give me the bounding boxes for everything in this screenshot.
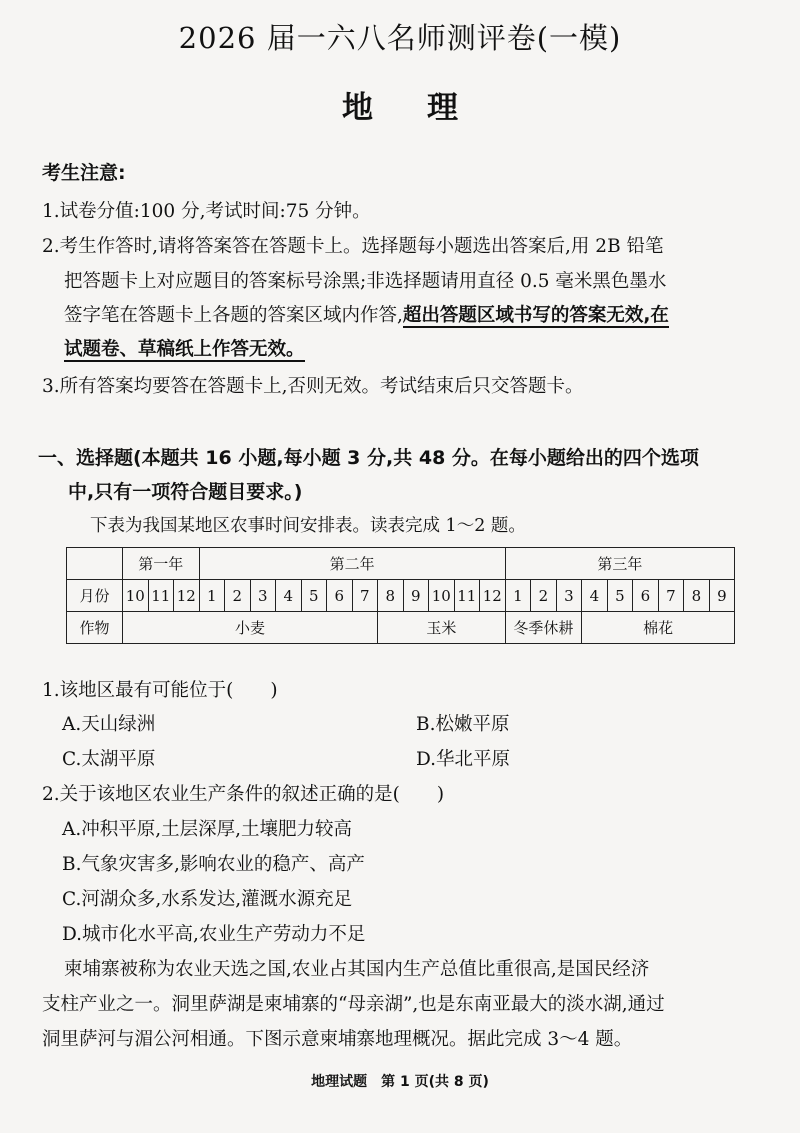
crop-cotton: 棉花	[582, 612, 735, 644]
notice-item-2-line	[64, 301, 669, 327]
year-2-header: 第二年	[199, 548, 505, 580]
notice-emphasis-text	[64, 335, 305, 361]
notice-item-2-line: 2.考生作答时,请将答案答在答题卡上。选择题每小题选出答案后,用 2B 铅笔	[42, 236, 664, 257]
notice-emphasis-text: 超出答题区域书写的答案无效,在	[402, 305, 669, 326]
crop-fallow: 冬季休耕	[505, 612, 582, 644]
month-cell: 5	[301, 580, 327, 612]
year-1-header: 第一年	[123, 548, 200, 580]
notice-plain-text: 签字笔在答题卡上各题的答案区域内作答,	[64, 305, 403, 326]
month-cell: 8	[684, 580, 710, 612]
month-cell: 10	[123, 580, 149, 612]
month-cell: 3	[556, 580, 582, 612]
notice-item-3: 3.所有答案均要答在答题卡上,否则无效。考试结束后只交答题卡。	[42, 376, 584, 397]
section-heading-line: 一、选择题(本题共 16 小题,每小题 3 分,共 48 分。在每小题给出的四个选项	[38, 447, 699, 469]
question-2-option-a: A.冲积平原,土层深厚,土壤肥力较高	[62, 819, 353, 840]
notice-item-2-line: 把答题卡上对应题目的答案标号涂黑;非选择题请用直径 0.5 毫米黑色墨水	[64, 271, 667, 292]
month-cell: 8	[378, 580, 404, 612]
month-cell: 5	[607, 580, 633, 612]
month-cell: 11	[148, 580, 174, 612]
notice-emphasis-underlined: 试题卷、草稿纸上作答无效。	[64, 339, 305, 360]
year-3-header: 第三年	[505, 548, 735, 580]
month-cell: 1	[505, 580, 531, 612]
notice-item-1: 1.试卷分值:100 分,考试时间:75 分钟。	[42, 201, 371, 222]
page-footer: 地理试题 第 1 页(共 8 页)	[311, 1074, 489, 1090]
passage-line: 洞里萨河与湄公河相通。下图示意柬埔寨地理概况。据此完成 3～4 题。	[42, 1029, 633, 1050]
month-cell: 9	[709, 580, 735, 612]
farming-schedule-table	[66, 547, 735, 644]
month-cell: 9	[403, 580, 429, 612]
notice-heading: 考生注意:	[42, 162, 126, 184]
table-row-crops	[67, 612, 735, 644]
crop-wheat: 小麦	[123, 612, 378, 644]
month-cell: 10	[429, 580, 455, 612]
section-heading-line: 中,只有一项符合题目要求。)	[68, 481, 303, 503]
question-2-option-b: B.气象灾害多,影响农业的稳产、高产	[62, 854, 365, 875]
month-cell: 6	[327, 580, 353, 612]
question-2-stem: 2.关于该地区农业生产条件的叙述正确的是( )	[42, 784, 445, 805]
passage-line: 支柱产业之一。洞里萨湖是柬埔寨的“母亲湖”,也是东南亚最大的淡水湖,通过	[42, 994, 665, 1015]
subject-title	[0, 82, 800, 127]
table-cell-empty	[67, 548, 123, 580]
month-cell: 6	[633, 580, 659, 612]
month-cell: 7	[658, 580, 684, 612]
month-cell: 1	[199, 580, 225, 612]
passage-line: 柬埔寨被称为农业天选之国,农业占其国内生产总值比重很高,是国民经济	[64, 959, 650, 980]
subject-char: 理	[427, 90, 458, 126]
question-1-option-d: D.华北平原	[416, 749, 511, 770]
month-cell: 2	[531, 580, 557, 612]
month-cell: 12	[480, 580, 506, 612]
crop-corn: 玉米	[378, 612, 506, 644]
month-label: 月份	[67, 580, 123, 612]
table-intro: 下表为我国某地区农事时间安排表。读表完成 1～2 题。	[90, 516, 526, 536]
crop-label: 作物	[67, 612, 123, 644]
month-cell: 3	[250, 580, 276, 612]
subject-char: 地	[342, 90, 373, 126]
question-1-option-a: A.天山绿洲	[62, 714, 156, 735]
month-cell: 4	[276, 580, 302, 612]
table-row-months	[67, 580, 735, 612]
month-cell: 12	[174, 580, 200, 612]
question-2-option-d: D.城市化水平高,农业生产劳动力不足	[62, 924, 366, 945]
question-2-option-c: C.河湖众多,水系发达,灌溉水源充足	[62, 889, 353, 910]
month-cell: 7	[352, 580, 378, 612]
month-cell: 11	[454, 580, 480, 612]
question-1-option-c: C.太湖平原	[62, 749, 156, 770]
exam-title: 2026 届一六八名师测评卷(一模)	[178, 21, 622, 55]
month-cell: 4	[582, 580, 608, 612]
section-heading	[38, 441, 768, 509]
table-row-years	[67, 548, 735, 580]
question-1-stem: 1.该地区最有可能位于( )	[42, 680, 278, 701]
month-cell: 2	[225, 580, 251, 612]
question-1-option-b: B.松嫩平原	[416, 714, 510, 735]
